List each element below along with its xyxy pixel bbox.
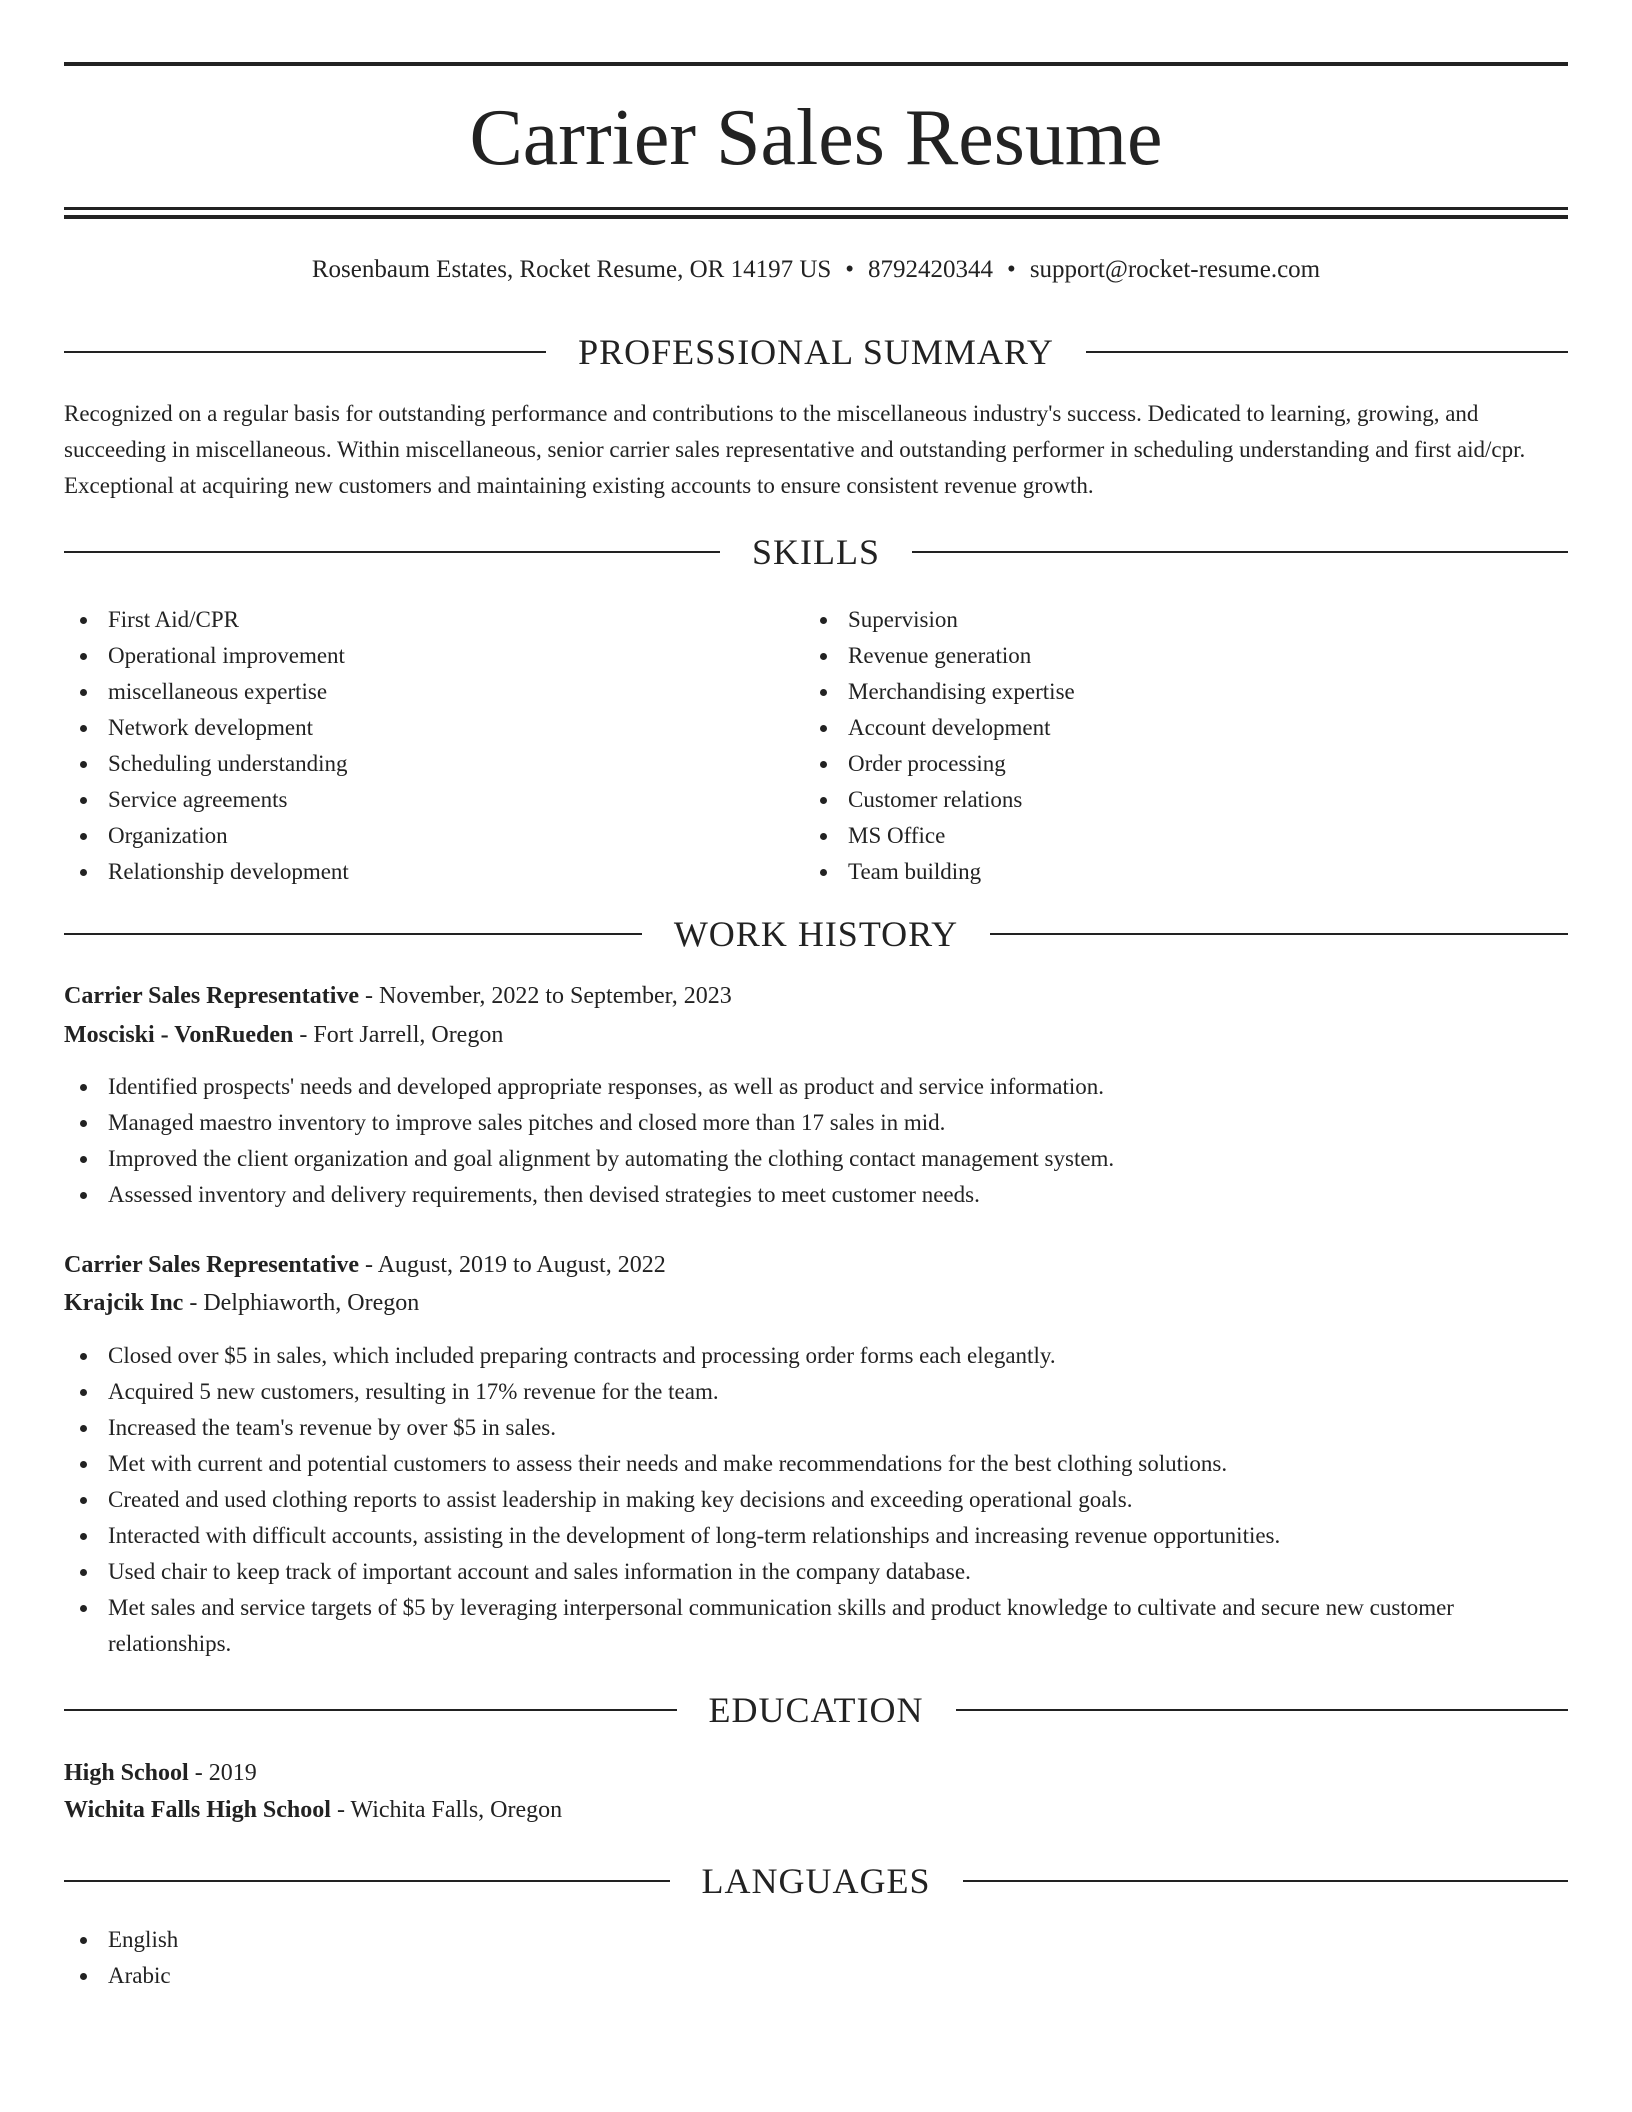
skill-item: Team building [804,854,1544,890]
job-dates: - August, 2019 to August, 2022 [359,1252,666,1278]
skill-item: MS Office [804,818,1544,854]
skills-right-list [804,602,1544,890]
job-bullet: Acquired 5 new customers, resulting in 17% revenue for the team. [64,1374,1568,1410]
job-company-line [64,1285,1568,1321]
contact-email: support@rocket-resume.com [1029,256,1321,283]
summary-heading: PROFESSIONAL SUMMARY [578,332,1054,372]
languages-list-block [64,1922,1568,1994]
skills-right-column [804,602,1544,890]
education-school-line [64,1792,1568,1828]
skill-item: First Aid/CPR [64,602,804,638]
divider-line [912,551,1568,553]
skill-item: miscellaneous expertise [64,674,804,710]
skills-heading: SKILLS [752,532,881,572]
skill-item: Service agreements [64,782,804,818]
skill-item: Supervision [804,602,1544,638]
job-bullet: Interacted with difficult accounts, assisting in the development of long-term relationships and increasing revenue opportunities. [64,1518,1568,1554]
divider-line [963,1880,1569,1882]
language-item: English [64,1922,1568,1958]
skill-item: Scheduling understanding [64,746,804,782]
education-heading: EDUCATION [708,1690,924,1730]
education-section-header [64,1690,1568,1730]
divider-line [1086,351,1568,353]
job-role: Carrier Sales Representative [64,983,360,1009]
language-item: Arabic [64,1958,1568,1994]
header-top-rule [64,62,1568,66]
divider-line [64,933,642,935]
job-title-line [64,978,1568,1014]
skill-item: Customer relations [804,782,1544,818]
skill-item: Account development [804,710,1544,746]
skill-item: Revenue generation [804,638,1544,674]
skill-item: Order processing [804,746,1544,782]
contact-separator: • [845,256,855,283]
job-dates: - November, 2022 to September, 2023 [359,983,732,1009]
contact-line [64,254,1568,286]
job-role: Carrier Sales Representative [64,1252,360,1278]
skill-item: Operational improvement [64,638,804,674]
contact-address: Rosenbaum Estates, Rocket Resume, OR 14197 US [311,256,832,283]
education-degree-line [64,1755,1568,1791]
resume-title: Carrier Sales Resume [469,94,1163,182]
work-heading: WORK HISTORY [673,914,959,954]
contact-separator: • [1007,256,1016,283]
divider-line [956,1709,1569,1711]
contact-phone: 8792420344 [868,256,994,283]
header-bottom-rule [64,207,1568,210]
job-location: - Delphiaworth, Oregon [183,1290,420,1316]
job-bullet: Closed over $5 in sales, which included preparing contracts and processing order forms each elegantly. [64,1338,1568,1374]
job-bullets [64,1338,1568,1662]
skill-item: Merchandising expertise [804,674,1544,710]
education-degree: High School [64,1760,189,1786]
divider-line [64,351,546,353]
summary-section-header [64,332,1568,372]
job-bullet-list [64,1338,1568,1662]
job-bullets [64,1069,1568,1213]
skill-item: Network development [64,710,804,746]
job-bullet: Identified prospects' needs and developed appropriate responses, as well as product and service information. [64,1069,1568,1105]
skills-section-header [64,532,1568,572]
divider-line [64,1709,677,1711]
work-section-header [64,914,1568,954]
job-company-line [64,1017,1568,1053]
skills-left-column [64,602,804,890]
header-bottom-rule-2 [64,215,1568,219]
languages-list [64,1922,1568,1994]
divider-line [990,933,1568,935]
divider-line [64,1880,670,1882]
job-bullet: Increased the team's revenue by over $5 in sales. [64,1410,1568,1446]
skill-item: Organization [64,818,804,854]
job-location: - Fort Jarrell, Oregon [293,1022,504,1048]
job-bullet-list [64,1069,1568,1213]
languages-section-header [64,1861,1568,1901]
skills-left-list [64,602,804,890]
job-bullet: Used chair to keep track of important account and sales information in the company database. [64,1554,1568,1590]
education-school: Wichita Falls High School [64,1797,331,1823]
education-year: - 2019 [188,1760,257,1786]
summary-text: Recognized on a regular basis for outstanding performance and contributions to the miscellaneous industry's success. Dedicated to learning, growing, and succeeding in miscellaneous. Within miscellaneous, senior carrier sales representative and outstanding performer in scheduling understanding and first aid/cpr. Exceptional at acquiring new customers and maintaining existing accounts to ensure consistent revenue growth. [64,401,1526,498]
education-location: - Wichita Falls, Oregon [330,1797,563,1823]
job-company: Mosciski - VonRueden [64,1022,294,1048]
job-bullet: Created and used clothing reports to assist leadership in making key decisions and exceeding operational goals. [64,1482,1568,1518]
divider-line [64,551,720,553]
skill-item: Relationship development [64,854,804,890]
job-bullet: Met with current and potential customers to assess their needs and make recommendations for the best clothing solutions. [64,1446,1568,1482]
languages-heading: LANGUAGES [701,1861,931,1901]
job-bullet: Assessed inventory and delivery requirements, then devised strategies to meet customer needs. [64,1177,1568,1213]
job-bullet: Improved the client organization and goal alignment by automating the clothing contact management system. [64,1141,1568,1177]
job-company: Krajcik Inc [64,1290,184,1316]
job-bullet: Met sales and service targets of $5 by leveraging interpersonal communication skills and product knowledge to cultivate and secure new customer relationships. [64,1590,1568,1662]
job-title-line [64,1247,1568,1283]
job-bullet: Managed maestro inventory to improve sales pitches and closed more than 17 sales in mid. [64,1105,1568,1141]
